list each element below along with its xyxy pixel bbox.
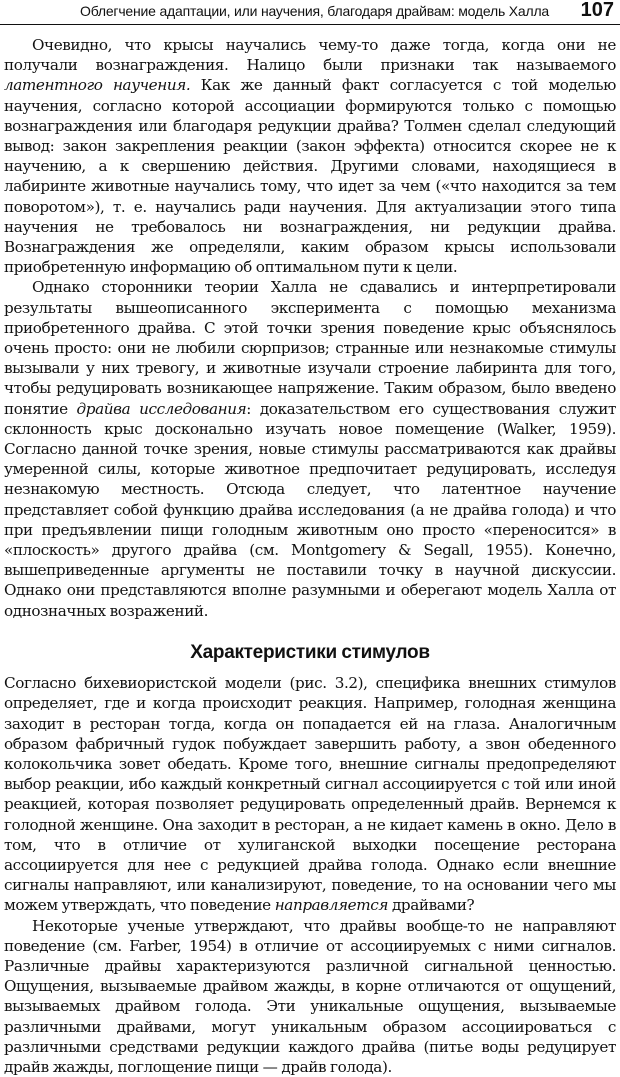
paragraph — [4, 277, 616, 620]
paragraph-text: Некоторые ученые утверждают, что драйвы вообще-то не направляют поведение (см. Farber, 1954) в отличие от ассоциируемых с ними сигналов. Различные драйвы характеризуются различной сигнальной ценностью. Ощущения, вызываемые драйвом жажды, в корне отличаются от ощущений, вызываемых драйвом голода. Эти уникальные ощущения, вызываемые различными драйвами, могут уникальным образом ассоциироваться с различными средствами редукции каждого драйва (питье воды редуцирует драйв жажды, поглощение пищи — драйв голода). — [4, 916, 616, 1076]
page-number: 107 — [580, 0, 614, 21]
paragraph-text: драйвами? — [388, 896, 475, 915]
paragraph-text: : доказательством его существования служит склонность крыс досконально изучать новое помещение (Walker, 1959). Согласно данной точке зрения, новые стимулы рассматриваются как драйвы умеренной силы, которые животное предпочитает редуцировать, исследуя незнакомую местность. Отсюда следует, что латентное научение представляет собой функцию драйва исследования (а не драйва голода) и что при предъявлении пищи голодным животным оно просто «переносится» в «плоскость» другого драйва (см. Montgomery & Segall, 1955). Конечно, вышеприведенные аргументы не поставили точку в научной дискуссии. Однако они представляются вполне разумными и оберегают модель Халла от однозначных возражений. — [4, 399, 616, 620]
emphasized-term: направляется — [274, 896, 389, 915]
paragraph — [4, 35, 616, 277]
paragraph — [4, 673, 616, 915]
running-head — [0, 0, 620, 25]
section-heading: Характеристики стимулов — [190, 641, 430, 663]
paragraph-text: Как же данный факт согласуется с той моделью научения, согласно которой ассоциации формируются только с помощью вознаграждения или благодаря редукции драйва? Толмен сделал следующий вывод: закон закрепления реакции (закон эффекта) относится скорее не к научению, а к свершению действия. Другими словами, находящиеся в лабиринте животные научались тому, что идет за чем («что находится за тем поворотом»), т. е. научались ради научения. Для актуализации этого типа научения не требовалось ни вознаграждения, ни редукции драйва. Вознаграждения же определяли, каким образом крысы использовали приобретенную информацию об оптимальном пути к цели. — [4, 76, 616, 277]
running-title: Облегчение адаптации, или научения, благодаря драйвам: модель Халла — [80, 3, 550, 19]
body-text — [4, 35, 616, 1077]
emphasized-term: драйва исследования — [76, 399, 247, 418]
paragraph — [4, 916, 616, 1077]
paragraph-text: Очевидно, что крысы научались чему-то даже тогда, когда они не получали вознаграждения. Налицо были признаки так называемого — [4, 36, 616, 75]
emphasized-term: латентного научения. — [4, 76, 191, 95]
paragraph-text: Однако сторонники теории Халла не сдавались и интерпретировали результаты вышеописанного эксперимента с помощью механизма приобретенного драйва. С этой точки зрения поведение крыс объяснялось очень просто: они не любили сюрпризов; странные или незнакомые стимулы вызывали у них тревогу, и животные изучали строение лабиринта для того, чтобы редуцировать возникающее напряжение. Таким образом, было введено понятие — [4, 278, 616, 418]
paragraph-text: Согласно бихевиористской модели (рис. 3.2), специфика внешних стимулов определяет, где и когда происходит реакция. Например, голодная женщина заходит в ресторан тогда, когда он попадается ей на глаза. Аналогичным образом фабричный гудок побуждает завершить работу, а звон обеденного колокольчика зовет обедать. Кроме того, внешние сигналы предопределяют выбор реакции, ибо каждый конкретный сигнал ассоциируется с той или иной реакцией, которая позволяет редуцировать определенный драйв. Вернемся к голодной женщине. Она заходит в ресторан, а не кидает камень в окно. Дело в том, что в отличие от хулиганской выходки посещение ресторана ассоциируется для нее с редукцией драйва голода. Однако если внешние сигналы направляют, или канализируют, поведение, то на основании чего мы можем утверждать, что поведение — [4, 674, 616, 915]
